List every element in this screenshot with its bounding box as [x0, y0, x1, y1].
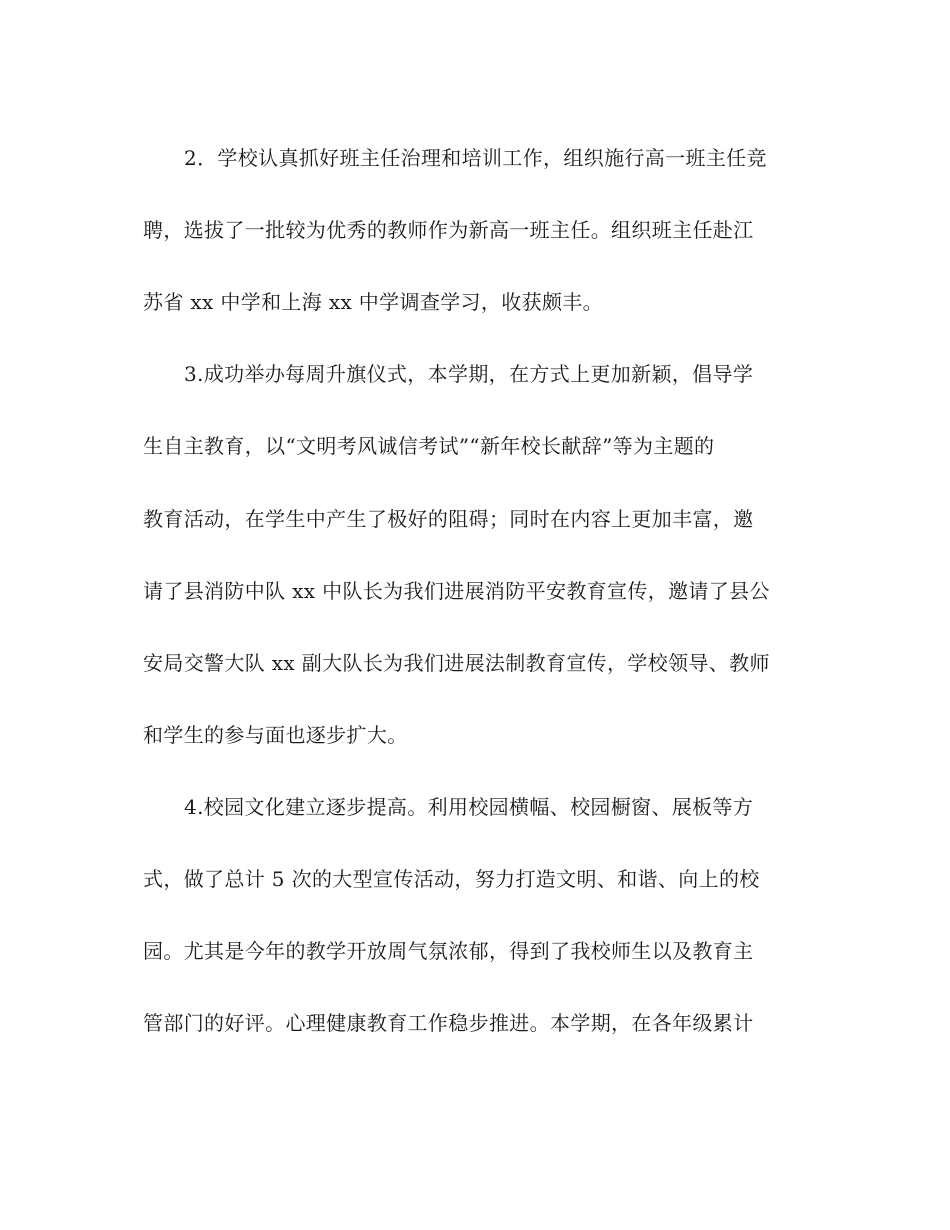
paragraph-4-line-1: 4.校园文化建立逐步提高。利用校园横幅、校园橱窗、展板等方 [184, 795, 754, 819]
paragraph-3-line-3: 教育活动，在学生中产生了极好的阻碍；同时在内容上更加丰富，邀 [143, 507, 754, 531]
paragraph-4-line-2: 式，做了总计 5 次的大型宣传活动，努力打造文明、和谐、向上的校 [143, 867, 760, 891]
paragraph-3-line-5: 安局交警大队 xx 副大队长为我们进展法制教育宣传，学校领导、教师 [143, 651, 770, 675]
paragraph-3-line-1: 3.成功举办每周升旗仪式，本学期，在方式上更加新颖，倡导学 [184, 362, 754, 386]
paragraph-3-line-6: 和学生的参与面也逐步扩大。 [143, 723, 408, 747]
paragraph-4-line-3: 园。尤其是今年的教学开放周气氛浓郁，得到了我校师生以及教育主 [143, 939, 754, 963]
paragraph-3-line-4: 请了县消防中队 xx 中队长为我们进展消防平安教育宣传，邀请了县公 [143, 579, 770, 603]
paragraph-4-line-4: 管部门的好评。心理健康教育工作稳步推进。本学期，在各年级累计 [143, 1011, 754, 1035]
paragraph-2-line-1: 2．学校认真抓好班主任治理和培训工作，组织施行高一班主任竞 [184, 146, 767, 170]
paragraph-2-line-3: 苏省 xx 中学和上海 xx 中学调查学习，收获颇丰。 [143, 290, 603, 314]
paragraph-2-line-2: 聘，选拔了一批较为优秀的教师作为新高一班主任。组织班主任赴江 [143, 218, 754, 242]
paragraph-3-line-2: 生自主教育，以“文明考风诚信考试”“新年校长献辞”等为主题的 [143, 434, 715, 458]
